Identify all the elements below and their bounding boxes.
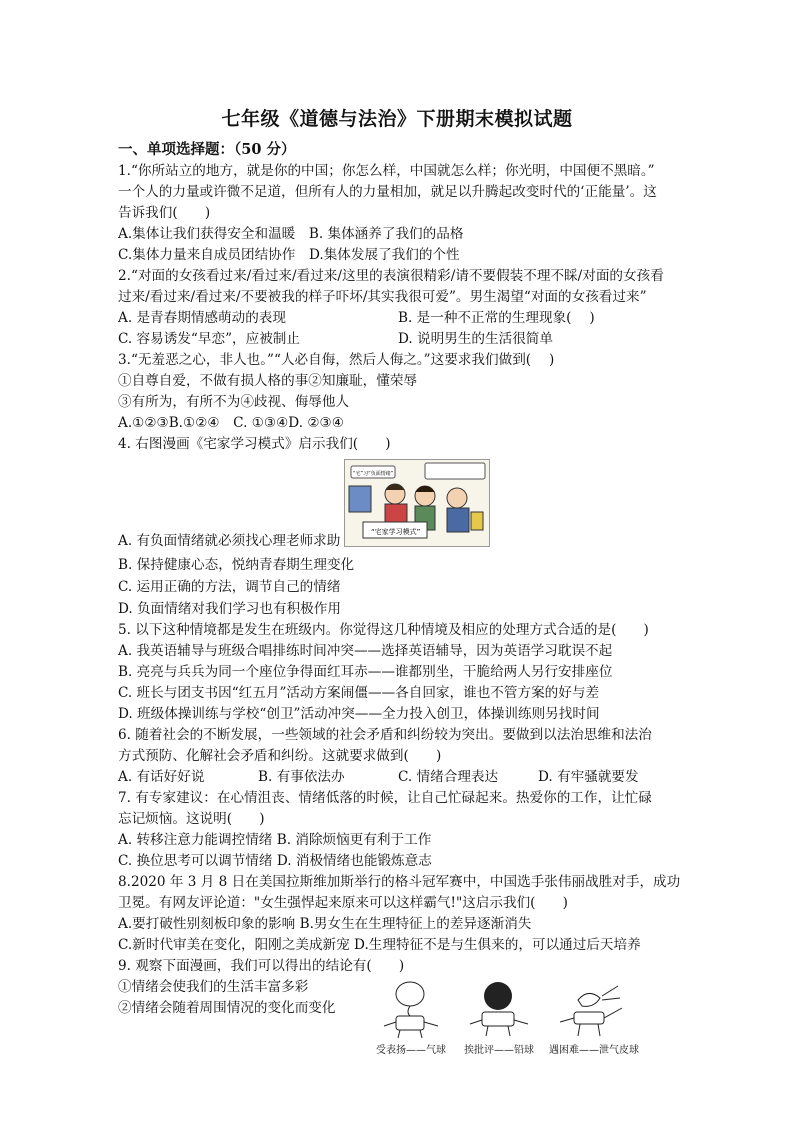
q2-line: 2.“对面的女孩看过来/看过来/看过来/这里的表演很精彩/请不要假装不理不睬/对面的女孩看 [118,268,664,284]
q6-stem: 方式预防、化解社会矛盾和纠纷。这就要求做到( ) [118,748,442,764]
shot-put-head-icon [458,978,540,1040]
q9-stem: 9. 观察下面漫画，我们可以得出的结论有( ) [118,958,405,974]
q1-line: 1.“你所站立的地方，就是你的中国；你怎么样，中国就怎么样；你光明，中国便不黑暗。” [118,163,655,179]
q4-option-c: C. 运用正确的方法，调节自己的情绪 [118,579,341,595]
caption-praised: 受表扬——气球 [376,1045,446,1056]
cartoon-difficulty [548,978,640,1056]
q6-option-c: C. 情绪合理表达 [398,769,499,785]
section-heading: 一、单项选择题：（50 分） [118,141,296,158]
q5-option-b: B. 亮亮与兵兵为同一个座位争得面红耳赤——谁都别坐，干脆给两人另行安排座位 [118,664,613,680]
q1-line: 一个人的力量或许微不足道，但所有人的力量相加，就足以升腾起改变时代的‘正能量’。这 [118,184,657,200]
q3-item: ③有所为，有所不为④歧视、侮辱他人 [118,394,350,410]
q6-option-d: D. 有牢骚就要发 [538,769,639,785]
q8-stem: 卫冕。有网友评论道："女生强悍起来原来可以这样霸气!"这启示我们( ) [118,895,568,911]
q7-stem: 忘记烦恼。这说明( ) [118,811,265,827]
q4-stem: 4. 右图漫画《宅家学习模式》启示我们( ) [118,436,391,452]
q7-options: A. 转移注意力能调控情绪 B. 消除烦恼更有利于工作 [118,832,432,848]
q3-options: A.①②③B.①②④ C. ①③④D. ②③④ [118,415,344,431]
q2-option-c: C. 容易诱发“早恋”，应被制止 [118,331,300,347]
q5-option-d: D. 班级体操训练与学校“创卫”活动冲突——全力投入创卫，体操训练则另找时间 [118,706,600,722]
cartoon-praised [370,978,452,1056]
q9-item: ②情绪会随着周围情况的变化而变化 [118,1000,336,1016]
q8-stem: 8.2020 年 3 月 8 日在美国拉斯维加斯举行的格斗冠军赛中，中国选手张伟丽战胜对手，成功 [118,874,681,890]
q1-option: C.集体力量来自成员团结协作 D.集体发展了我们的个性 [118,247,460,263]
q4-option-b: B. 保持健康心态，悦纳青春期生理变化 [118,557,355,573]
q2-option-b: B. 是一种不正常的生理现象( ) [398,310,595,326]
q5-stem: 5. 以下这种情境都是发生在班级内。你觉得这几种情境及相应的处理方式合适的是( ) [118,622,649,638]
q4-option-a: A. 有负面情绪就必须找心理老师求助 [118,533,341,549]
q1-option: A.集体让我们获得安全和温暖 B. 集体涵养了我们的品格 [118,226,464,242]
q4-option-d: D. 负面情绪对我们学习也有积极作用 [118,601,341,617]
q6-option-b: B. 有事依法办 [258,769,345,785]
q8-options: C.新时代审美在变化，阳刚之美成新宠 D.生理特征不是与生俱来的，可以通过后天培养 [118,937,641,953]
deflated-ball-icon [548,978,640,1040]
caption-difficulty: 遇困难——泄气皮球 [549,1045,639,1056]
home-study-comic [344,459,490,547]
comic-label-left: “宅”习“负面情绪” [353,471,394,477]
q9-item: ①情绪会使我们的生活丰富多彩 [118,979,309,995]
page-title: 七年级《道德与法治》下册期末模拟试题 [221,108,573,130]
q6-stem: 6. 随着社会的不断发展，一些领域的社会矛盾和纠纷较为突出。要做到以法治思维和法治 [118,727,652,743]
q2-option-a: A. 是青春期情感萌动的表现 [118,310,286,326]
q3-stem: 3.“无羞恶之心，非人也。”“人必自侮，然后人侮之。”这要求我们做到( ) [118,352,555,368]
q3-item: ①自尊自爱，不做有损人格的事②知廉耻，懂荣辱 [118,373,418,389]
caption-criticized: 挨批评——铅球 [464,1045,534,1056]
q2-line: 过来/看过来/看过来/不要被我的样子吓坏/其实我很可爱”。男生渴望“对面的女孩看过来” [118,289,647,305]
q5-option-a: A. 我英语辅导与班级合唱排练时间冲突——选择英语辅导，因为英语学习耽误不起 [118,643,613,659]
q7-stem: 7. 有专家建议：在心情沮丧、情绪低落的时候，让自己忙碌起来。热爱你的工作，让忙碌 [118,790,652,806]
q6-option-a: A. 有话好好说 [118,769,205,785]
q5-option-c: C. 班长与团支书因“红五月”活动方案闹僵——各自回家，谁也不管方案的好与差 [118,685,600,701]
q8-options: A.要打破性别刻板印象的影响 B.男女生在生理特征上的差异逐渐消失 [118,916,532,932]
q7-options: C. 换位思考可以调节情绪 D. 消极情绪也能锻炼意志 [118,853,432,869]
cartoon-criticized [458,978,540,1056]
comic-illustration-icon [345,460,489,546]
q1-line: 告诉我们( ) [118,205,211,221]
comic-label-bottom: “宅家学习模式” [371,528,421,536]
q2-option-d: D. 说明男生的生活很简单 [398,331,553,347]
balloon-head-icon [370,978,452,1040]
